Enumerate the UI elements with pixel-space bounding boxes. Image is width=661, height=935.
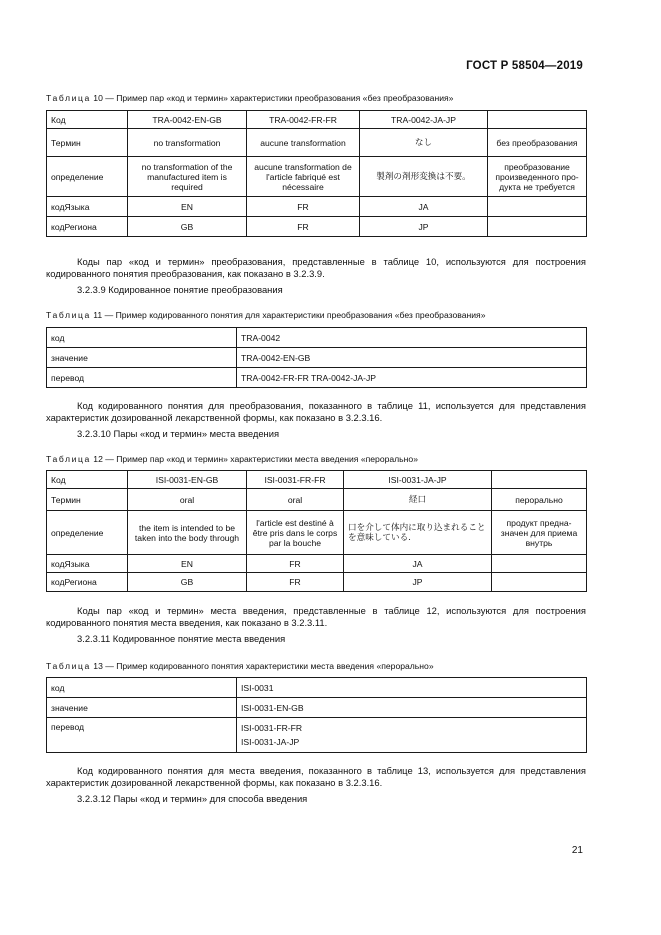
table-cell: TRA-0042-EN-GB bbox=[128, 111, 247, 129]
translation-line: ISI-0031-FR-FR bbox=[241, 723, 303, 733]
table-11-caption-label: Таблица bbox=[46, 310, 91, 320]
table-11-caption-text: 11 — Пример кодированного понятия для характеристики преобразования «без преобразования» bbox=[90, 310, 486, 320]
table-cell: Термин bbox=[47, 129, 128, 157]
table-row bbox=[47, 348, 587, 368]
table-row bbox=[47, 698, 587, 718]
table-11 bbox=[46, 327, 587, 388]
table-cell: oral bbox=[128, 489, 247, 511]
table-cell bbox=[237, 718, 587, 753]
translation-line: ISI-0031-JA-JP bbox=[241, 737, 300, 747]
table-cell: FR bbox=[247, 573, 344, 592]
table-10-caption-text: 10 — Пример пар «код и термин» характеристики преобразования «без преобразования» bbox=[90, 93, 454, 103]
table-cell bbox=[492, 471, 587, 489]
table-10-caption bbox=[46, 93, 453, 103]
table-12-caption-text: 12 — Пример пар «код и термин» характеристики места введения «перорально» bbox=[90, 454, 418, 464]
table-cell: aucune transformation de l'article fabriqué est nécessaire bbox=[247, 157, 360, 197]
table-cell bbox=[492, 573, 587, 592]
table-cell: FR bbox=[247, 555, 344, 573]
table-10-caption-label: Таблица bbox=[46, 93, 91, 103]
table-cell: TRA-0042-FR-FR bbox=[247, 111, 360, 129]
table-cell: FR bbox=[247, 197, 360, 217]
table-cell: GB bbox=[128, 573, 247, 592]
table-cell: no transformation bbox=[128, 129, 247, 157]
table-13-caption-label: Таблица bbox=[46, 661, 91, 671]
table-cell: перевод bbox=[47, 368, 237, 388]
table-row bbox=[47, 511, 587, 555]
table-cell: 製剤の剤形変換は不要。 bbox=[360, 157, 488, 197]
table-cell: кодРегиона bbox=[47, 217, 128, 237]
table-row bbox=[47, 111, 587, 129]
table-row bbox=[47, 217, 587, 237]
standard-designation: ГОСТ Р 58504—2019 bbox=[466, 60, 583, 72]
table-cell: FR bbox=[247, 217, 360, 237]
table-cell: 口を介して体内に取り込まれることを意味している. bbox=[344, 511, 492, 555]
table-cell: ISI-0031-EN-GB bbox=[237, 698, 587, 718]
table-13 bbox=[46, 677, 587, 753]
table-cell bbox=[488, 217, 587, 237]
section-heading-3-2-3-11: 3.2.3.11 Кодированное понятие места введения bbox=[77, 633, 286, 644]
table-row bbox=[47, 489, 587, 511]
section-heading-3-2-3-9: 3.2.3.9 Кодированное понятие преобразования bbox=[77, 284, 283, 295]
table-cell: oral bbox=[247, 489, 344, 511]
table-row bbox=[47, 157, 587, 197]
table-cell: Термин bbox=[47, 489, 128, 511]
paragraph: Код кодированного понятия для преобразования, показанного в таблице 11, используется для представления характеристик дозированной лекарственной формы, как показано в 3.2.3.16. bbox=[46, 400, 586, 423]
table-13-caption-text: 13 — Пример кодированного понятия характеристики места введения «перорально» bbox=[90, 661, 434, 671]
section-heading-3-2-3-12: 3.2.3.12 Пары «код и термин» для способа введения bbox=[77, 793, 308, 804]
table-cell: JA bbox=[360, 197, 488, 217]
table-12-caption-label: Таблица bbox=[46, 454, 91, 464]
table-cell: 経口 bbox=[344, 489, 492, 511]
table-cell: TRA-0042 bbox=[237, 328, 587, 348]
table-cell: なし bbox=[360, 129, 488, 157]
table-cell: EN bbox=[128, 197, 247, 217]
table-cell: определение bbox=[47, 157, 128, 197]
table-11-caption bbox=[46, 310, 486, 320]
table-cell: EN bbox=[128, 555, 247, 573]
table-cell: ISI-0031-EN-GB bbox=[128, 471, 247, 489]
table-cell: продукт предназначен для приема внутрь bbox=[492, 511, 587, 555]
table-12 bbox=[46, 470, 587, 592]
table-cell: определение bbox=[47, 511, 128, 555]
table-cell: ISI-0031 bbox=[237, 678, 587, 698]
table-row bbox=[47, 555, 587, 573]
table-13-caption bbox=[46, 661, 434, 671]
paragraph: Код кодированного понятия для места введения, показанного в таблице 13, используется для представления характеристик дозированной лекарственной формы, как показано в 3.2.3.16. bbox=[46, 765, 586, 788]
table-cell: JA bbox=[344, 555, 492, 573]
table-cell bbox=[488, 197, 587, 217]
table-cell: кодРегиона bbox=[47, 573, 128, 592]
paragraph: Коды пар «код и термин» места введения, представленные в таблице 12, используются для построения кодированного понятия места введения, как показано в 3.2.3.11. bbox=[46, 605, 586, 628]
table-cell: Код bbox=[47, 471, 128, 489]
table-row bbox=[47, 197, 587, 217]
table-cell: значение bbox=[47, 698, 237, 718]
table-cell: TRA-0042-FR-FR TRA-0042-JA-JP bbox=[237, 368, 587, 388]
table-row bbox=[47, 573, 587, 592]
section-heading-3-2-3-10: 3.2.3.10 Пары «код и термин» места введения bbox=[77, 428, 280, 439]
table-cell: Код bbox=[47, 111, 128, 129]
table-row bbox=[47, 471, 587, 489]
table-row bbox=[47, 129, 587, 157]
table-cell: код bbox=[47, 678, 237, 698]
table-cell: значение bbox=[47, 348, 237, 368]
table-cell: без преобразования bbox=[488, 129, 587, 157]
table-row bbox=[47, 328, 587, 348]
table-row bbox=[47, 718, 587, 753]
table-cell: перорально bbox=[492, 489, 587, 511]
table-10 bbox=[46, 110, 587, 237]
table-cell: кодЯзыка bbox=[47, 555, 128, 573]
table-cell: aucune transformation bbox=[247, 129, 360, 157]
table-cell: no transformation of the manufactured item is required bbox=[128, 157, 247, 197]
table-cell: TRA-0042-EN-GB bbox=[237, 348, 587, 368]
table-cell: GB bbox=[128, 217, 247, 237]
table-cell bbox=[488, 111, 587, 129]
table-cell: перевод bbox=[47, 718, 237, 753]
table-cell: JP bbox=[344, 573, 492, 592]
table-cell bbox=[492, 555, 587, 573]
table-cell: JP bbox=[360, 217, 488, 237]
table-cell: кодЯзыка bbox=[47, 197, 128, 217]
table-cell: the item is intended to be taken into the body through bbox=[128, 511, 247, 555]
table-cell: преобразование произведенного продукта не требуется bbox=[488, 157, 587, 197]
paragraph: Коды пар «код и термин» преобразования, представленные в таблице 10, используются для построения кодированного понятия преобразования, как показано в 3.2.3.9. bbox=[46, 256, 586, 279]
table-cell: код bbox=[47, 328, 237, 348]
table-cell: ISI-0031-FR-FR bbox=[247, 471, 344, 489]
table-cell: ISI-0031-JA-JP bbox=[344, 471, 492, 489]
table-row bbox=[47, 368, 587, 388]
table-row bbox=[47, 678, 587, 698]
page-number: 21 bbox=[571, 845, 583, 856]
table-cell: TRA-0042-JA-JP bbox=[360, 111, 488, 129]
table-12-caption bbox=[46, 454, 418, 464]
table-cell: l'article est destiné à être pris dans le corps par la bouche bbox=[247, 511, 344, 555]
